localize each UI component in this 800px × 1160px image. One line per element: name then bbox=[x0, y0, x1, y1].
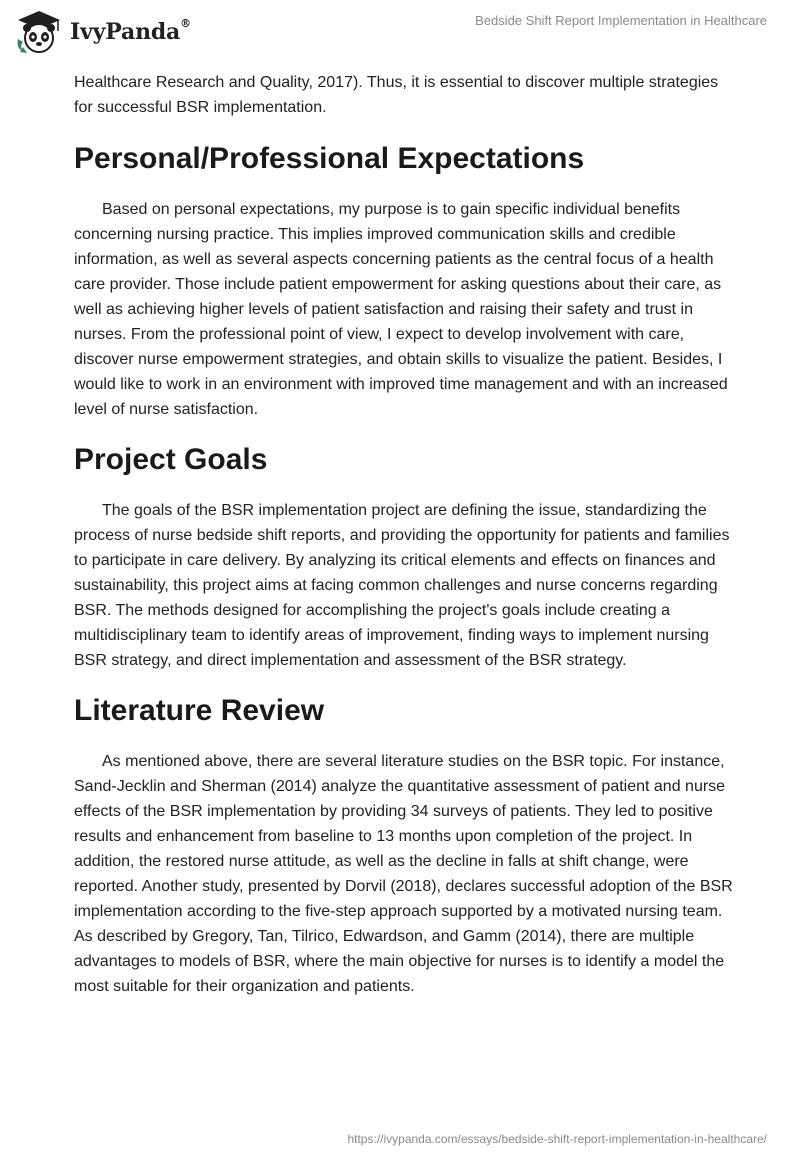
document-title: Bedside Shift Report Implementation in Healthcare bbox=[475, 13, 767, 28]
section-heading: Literature Review bbox=[74, 694, 325, 727]
panda-graduate-icon bbox=[14, 9, 64, 55]
section-paragraph: The goals of the BSR implementation project are defining the issue, standardizing the process of nurse bedside shift reports, and providing the opportunity for patients and families to participate in care delivery. By analyzing its critical elements and effects on finances and sustainability, this project aims at facing common challenges and nurse concerns regarding BSR. The methods designed for accomplishing the project's goals include creating a multidisciplinary team to identify areas of improvement, finding ways to implement nursing BSR strategy, and direct implementation and assessment of the BSR strategy. bbox=[74, 502, 730, 669]
essay-body bbox=[74, 70, 734, 999]
page-header bbox=[0, 0, 800, 60]
brand-name: IvyPanda® bbox=[70, 17, 191, 45]
section-paragraph: As mentioned above, there are several literature studies on the BSR topic. For instance, Sand-Jecklin and Sherman (2014) analyze the quantitative assessment of patient and nurse effects of the BSR implementation by providing 34 surveys of patients. They led to positive results and enhancement from baseline to 13 months upon completion of the project. In addition, the restored nurse attitude, as well as the decline in falls at shift change, were reported. Another study, presented by Dorvil (2018), declares successful adoption of the BSR implementation according to the five-step approach supported by a motivated nursing team. As described by Gregory, Tan, Tilrico, Edwardson, and Gamm (2014), there are multiple advantages to models of BSR, where the main objective for nurses is to identify a model the most suitable for their organization and patients. bbox=[74, 753, 733, 995]
section-heading: Project Goals bbox=[74, 443, 268, 476]
section-paragraph: Based on personal expectations, my purpose is to gain specific individual benefits concerning nursing practice. This implies improved communication skills and credible information, as well as several aspects concerning patients as the central focus of a health care provider. Those include patient empowerment for asking questions about their care, as well as achieving higher levels of patient satisfaction and raising their safety and trust in nurses. From the professional point of view, I expect to develop involvement with care, discover nurse empowerment strategies, and obtain skills to visualize the patient. Besides, I would like to work in an environment with improved time management and with an increased level of nurse satisfaction. bbox=[74, 201, 728, 418]
ivypanda-logo[interactable] bbox=[14, 8, 191, 56]
intro-paragraph: Healthcare Research and Quality, 2017). Thus, it is essential to discover multiple strategies for successful BSR implementation. bbox=[74, 74, 719, 116]
source-url[interactable]: https://ivypanda.com/essays/bedside-shift-report-implementation-in-healthcare/ bbox=[347, 1132, 767, 1146]
section-heading: Personal/Professional Expectations bbox=[74, 142, 585, 175]
